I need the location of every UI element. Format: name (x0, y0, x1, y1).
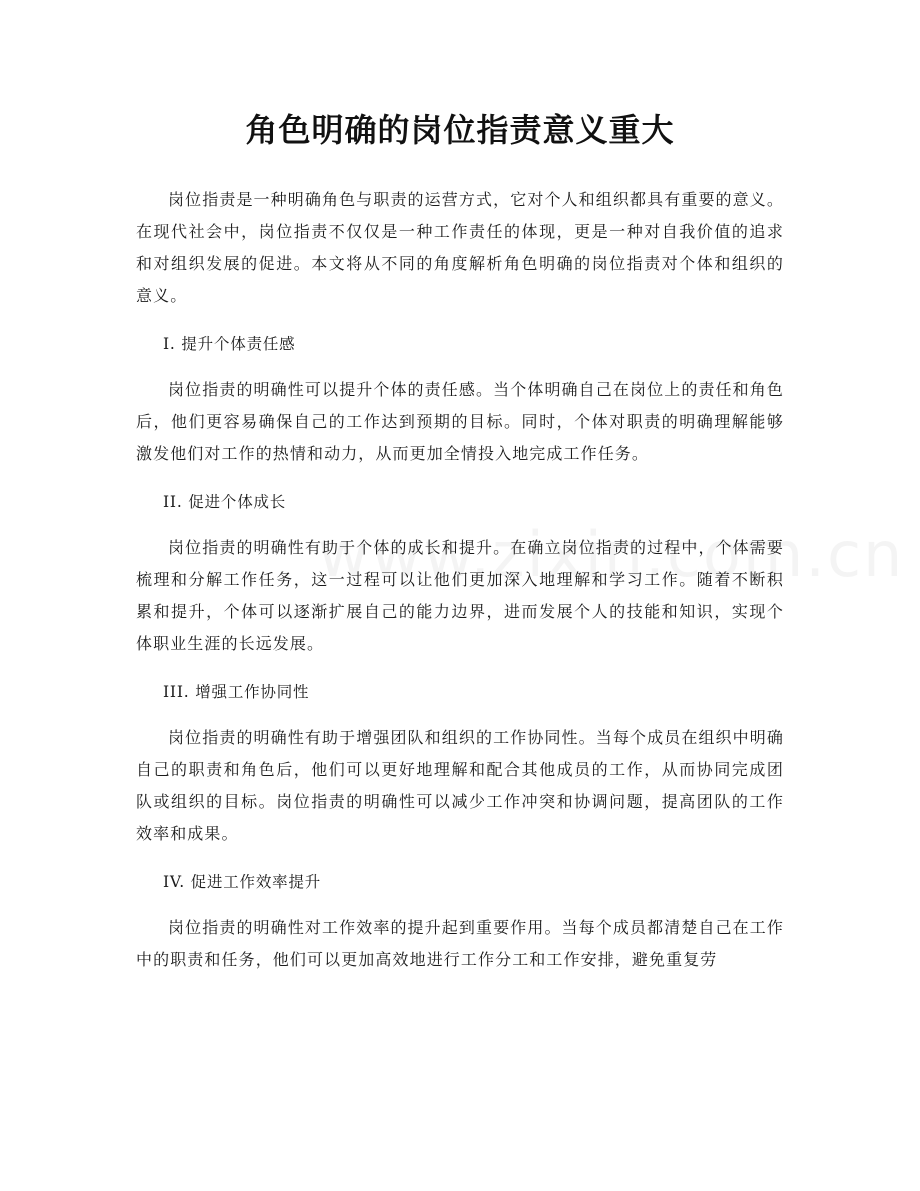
intro-paragraph: 岗位指责是一种明确角色与职责的运营方式，它对个人和组织都具有重要的意义。在现代社会中，岗位指责不仅仅是一种工作责任的体现，更是一种对自我价值的追求和对组织发展的促进。本文将从不同的角度解析角色明确的岗位指责对个体和组织的意义。 (136, 190, 784, 305)
section-2 (136, 486, 784, 660)
section-paragraph: 岗位指责的明确性可以提升个体的责任感。当个体明确自己在岗位上的责任和角色后，他们更容易确保自己的工作达到预期的目标。同时，个体对职责的明确理解能够激发他们对工作的热情和动力，从而更加全情投入地完成工作任务。 (136, 380, 784, 463)
section-heading: III. 增强工作协同性 (163, 683, 310, 701)
document-body (136, 184, 784, 976)
section-4 (136, 866, 784, 976)
section-paragraph: 岗位指责的明确性有助于增强团队和组织的工作协同性。当每个成员在组织中明确自己的职责和角色后，他们可以更好地理解和配合其他成员的工作，从而协同完成团队或组织的目标。岗位指责的明确性可以减少工作冲突和协调问题，提高团队的工作效率和成果。 (136, 728, 784, 843)
section-1 (136, 328, 784, 470)
section-paragraph: 岗位指责的明确性有助于个体的成长和提升。在确立岗位指责的过程中，个体需要梳理和分解工作任务，这一过程可以让他们更加深入地理解和学习工作。随着不断积累和提升，个体可以逐渐扩展自己的能力边界，进而发展个人的技能和知识，实现个体职业生涯的长远发展。 (136, 538, 784, 653)
section-heading: I. 提升个体责任感 (163, 335, 296, 353)
document-title: 角色明确的岗位指责意义重大 (245, 111, 675, 149)
section-paragraph: 岗位指责的明确性对工作效率的提升起到重要作用。当每个成员都清楚自己在工作中的职责和任务，他们可以更加高效地进行工作分工和工作安排，避免重复劳 (136, 918, 784, 969)
section-heading: IV. 促进工作效率提升 (163, 873, 322, 891)
section-3 (136, 676, 784, 850)
section-heading: II. 促进个体成长 (163, 493, 287, 511)
